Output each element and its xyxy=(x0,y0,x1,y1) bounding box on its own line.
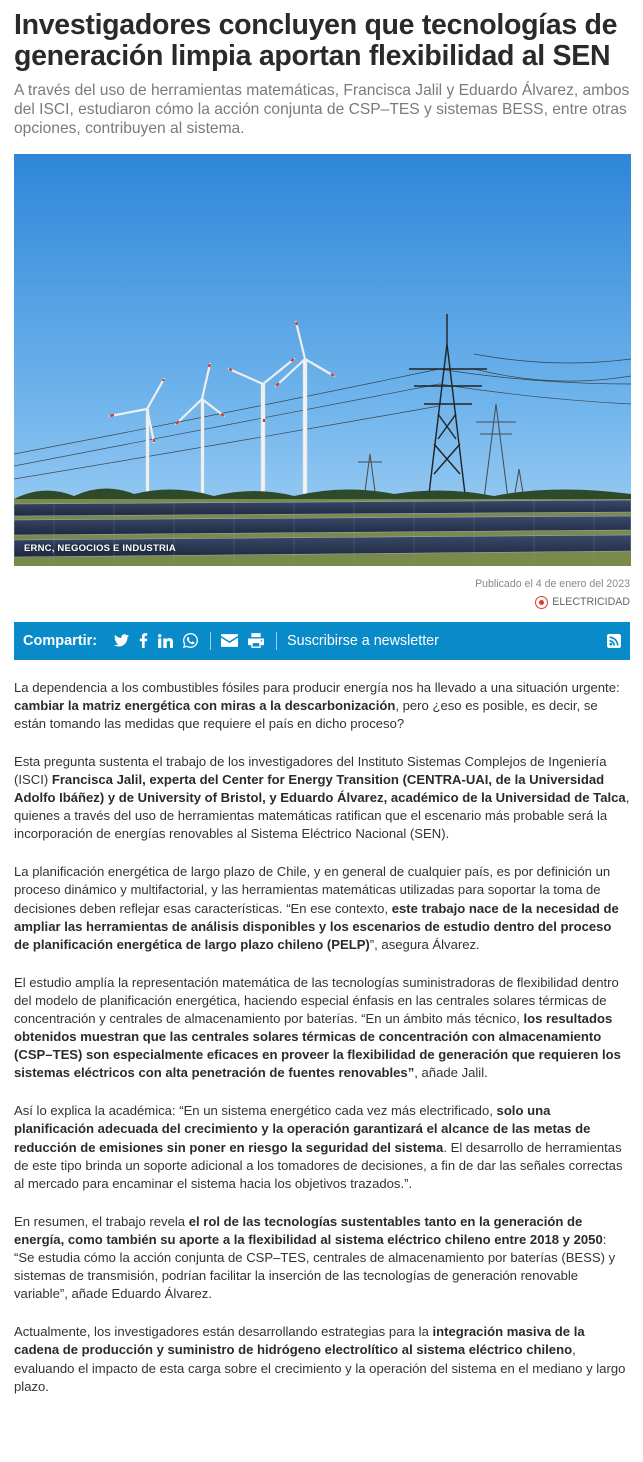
article-paragraph xyxy=(14,1102,630,1192)
article-paragraph xyxy=(14,679,630,733)
category-icon xyxy=(535,596,548,609)
share-bar xyxy=(14,622,630,660)
article-paragraph xyxy=(14,1213,630,1303)
article-paragraph xyxy=(14,753,630,843)
print-icon[interactable] xyxy=(248,633,264,648)
paragraph-bold-text: Francisca Jalil, experta del Center for Energy Transition (CENTRA-UAI, de la Universidad Adolfo Ibáñez) y de University of Bristol, y Eduardo Álvarez, académico de la Universidad de Talca xyxy=(14,771,626,806)
paragraph-text: La planificación energética de largo plazo de Chile, y en general de cualquier país, es por definición un proceso dinámico y multifactorial, y las herramientas matemáticas utilizadas para soportar la toma de decisiones deben reflejar esas características. “En ese contexto, xyxy=(14,864,611,916)
paragraph-text: , añade Jalil. xyxy=(414,1065,488,1081)
rss-icon[interactable] xyxy=(607,634,621,648)
share-divider xyxy=(276,632,277,650)
share-divider xyxy=(210,632,211,650)
category-badge[interactable] xyxy=(14,596,630,609)
paragraph-text: Actualmente, los investigadores están desarrollando estrategias para la xyxy=(14,1324,433,1340)
category-label[interactable]: ELECTRICIDAD xyxy=(552,596,630,609)
article-body xyxy=(14,679,630,1396)
article-title: Investigadores concluyen que tecnologías de generación limpia aportan flexibilidad al SEN xyxy=(14,9,618,72)
article-paragraph xyxy=(14,863,630,953)
email-icon[interactable] xyxy=(221,634,238,647)
paragraph-text: , quienes a través del uso de herramientas matemáticas ratifican que el escenario más probable será la incorporación de energías renovables al Sistema Eléctrico Nacional (SEN). xyxy=(14,790,630,842)
paragraph-text: La dependencia a los combustibles fósiles para producir energía nos ha llevado a una situación urgente: xyxy=(14,679,620,695)
twitter-icon[interactable] xyxy=(114,634,129,647)
whatsapp-icon[interactable] xyxy=(183,633,198,648)
facebook-icon[interactable] xyxy=(139,633,148,648)
paragraph-text: ”, asegura Álvarez. xyxy=(369,936,480,952)
paragraph-text: . El desarrollo de herramientas de este tipo brinda un soporte adicional a los tomadores de decisiones, a fin de dar las señales correctas al mercado para encaminar el sistema hacia los objetivos trazados.”. xyxy=(14,1139,623,1191)
paragraph-bold-text: los resultados obtenidos muestran que las centrales solares térmicas de concentración con almacenamiento (CSP–TES) son especialmente eficaces en proveer la flexibilidad de generación que requieren los sistemas eléctricos con alta penetración de fuentes renovables” xyxy=(14,1011,621,1081)
paragraph-text: , pero ¿eso es posible, es decir, se están tomando las medidas que requiere el país en dicho proceso? xyxy=(14,697,598,731)
linkedin-icon[interactable] xyxy=(158,634,173,648)
paragraph-bold-text: este trabajo nace de la necesidad de ampliar las herramientas de análisis disponibles y los escenarios de estudio dentro del proceso de planificación energética de largo plazo chileno (PELP) xyxy=(14,900,619,952)
paragraph-text: Así lo explica la académica: “En un sistema energético cada vez más electrificado, xyxy=(14,1103,497,1119)
paragraph-bold-text: el rol de las tecnologías sustentables tanto en la generación de energía, como también su aporte a la flexibilidad al sistema eléctrico chileno entre 2018 y 2050 xyxy=(14,1213,603,1247)
article-lead: A través del uso de herramientas matemáticas, Francisca Jalil y Eduardo Álvarez, ambos del ISCI, estudiaron cómo la acción conjunta de CSP–TES y sistemas BESS, entre otras opciones, contribuyen al sistema. xyxy=(14,82,630,138)
hero-image xyxy=(14,154,631,566)
paragraph-text: , evaluando el impacto de esta carga sobre el crecimiento y la operación del sistema en el mediano y largo plazo. xyxy=(14,1342,626,1394)
paragraph-text: Esta pregunta sustenta el trabajo de los investigadores del Instituto Sistemas Complejos de Ingeniería (ISCI) xyxy=(14,753,607,787)
article-paragraph xyxy=(14,974,630,1083)
paragraph-bold-text: integración masiva de la cadena de producción y suministro de hidrógeno electrolítico al sistema eléctrico chileno xyxy=(14,1324,585,1358)
paragraph-text: En resumen, el trabajo revela xyxy=(14,1213,189,1229)
newsletter-link[interactable]: Suscribirse a newsletter xyxy=(287,632,439,649)
paragraph-text: El estudio amplía la representación matemática de las tecnologías suministradoras de flexibilidad dentro del modelo de planificación energética, haciendo especial énfasis en las centrales solares térmicas de concentración y centrales de almacenamiento por baterías. “En un ámbito más técnico, xyxy=(14,974,619,1027)
share-label: Compartir: xyxy=(23,632,98,649)
paragraph-bold-text: solo una planificación adecuada del crecimiento y la operación garantizará el alcance de las metas de reducción de emisiones sin poner en riesgo la seguridad del sistema xyxy=(14,1103,591,1155)
article-paragraph xyxy=(14,1323,630,1395)
hero-photo xyxy=(14,154,631,566)
image-category-tag[interactable]: ERNC, NEGOCIOS E INDUSTRIA xyxy=(24,542,176,554)
publish-date: Publicado el 4 de enero del 2023 xyxy=(475,577,630,590)
paragraph-text: : “Se estudia cómo la acción conjunta de CSP–TES, centrales de almacenamiento por baterías (BESS) y sistemas de transmisión, podrían facilitar la inserción de las tecnologías de generación renovable variable”, añade Eduardo Álvarez. xyxy=(14,1231,616,1302)
paragraph-bold-text: cambiar la matriz energética con miras a la descarbonización xyxy=(14,697,396,713)
